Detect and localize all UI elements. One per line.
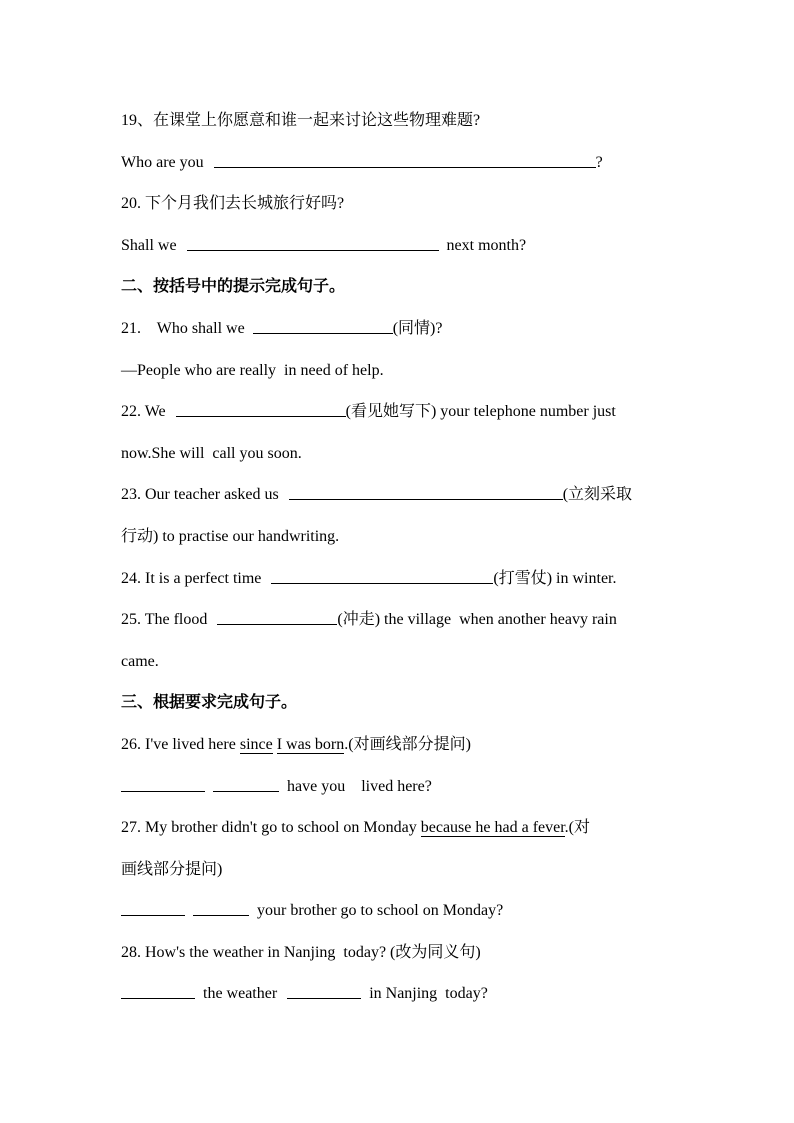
q21-hint: (同情)?: [392, 319, 443, 337]
q22-line2: now.She will call you soon.: [121, 444, 302, 462]
q28-mid: the weather: [203, 985, 278, 1003]
q27-suffix: .(对: [564, 819, 591, 837]
section-3-title: [121, 682, 677, 724]
q27-line2: 画线部分提问): [121, 860, 223, 878]
q20-answer-prefix: Shall we: [121, 236, 177, 254]
q26-underlined-clause: I was born: [276, 735, 345, 753]
q26-answer-line: [121, 766, 677, 808]
q21-prefix: 21. Who shall we: [121, 319, 245, 337]
q26-blank-1[interactable]: [121, 790, 205, 792]
q20-answer-suffix: next month?: [446, 236, 527, 254]
q25-line-2: [121, 641, 677, 683]
q25-blank[interactable]: [217, 623, 337, 625]
q19-prompt-text: 19、在课堂上你愿意和谁一起来讨论这些物理难题?: [121, 112, 481, 129]
q23-suffix: (立刻采取: [562, 486, 633, 504]
q22-prefix: 22. We: [121, 403, 166, 421]
q19-blank[interactable]: [214, 166, 596, 168]
q27-answer-line: [121, 890, 677, 932]
q25-prefix: 25. The flood: [121, 611, 208, 629]
q20-prompt: [121, 183, 677, 225]
q22-line-2: [121, 433, 677, 475]
q27-answer: your brother go to school on Monday?: [257, 902, 504, 920]
q23-line2: 行动) to practise our handwriting.: [121, 527, 340, 545]
q20-answer-line: [121, 225, 677, 267]
q25-line: [121, 599, 677, 641]
q20-prompt-text: 20. 下个月我们去长城旅行好吗?: [121, 195, 345, 213]
q20-blank[interactable]: [187, 249, 439, 251]
q24-blank[interactable]: [271, 582, 493, 584]
q27-blank-1[interactable]: [121, 914, 185, 916]
q28-blank-1[interactable]: [121, 997, 195, 999]
q24-line: [121, 558, 677, 600]
q22-line: [121, 391, 677, 433]
q27-blank-2[interactable]: [193, 914, 249, 916]
q27-underlined-reason: because he had a fever: [420, 819, 565, 837]
section-2-title-text: 二、按括号中的提示完成句子。: [121, 278, 346, 296]
q21-line: [121, 308, 677, 350]
q23-line: [121, 474, 677, 516]
q27-line: [121, 807, 677, 849]
worksheet-content: [121, 100, 677, 1015]
q28-answer-line: [121, 973, 677, 1015]
q24-prefix: 24. It is a perfect time: [121, 569, 262, 587]
q23-blank[interactable]: [289, 498, 563, 500]
q19-answer-line: [121, 142, 677, 184]
q26-prefix: 26. I've lived here: [121, 735, 240, 753]
q27-line-2: [121, 849, 677, 891]
q25-suffix: (冲走) the village when another heavy rain: [337, 611, 617, 629]
q28-line: [121, 932, 677, 974]
q28-prompt: 28. How's the weather in Nanjing today? (改为同义句): [121, 943, 481, 961]
q21-response-line: [121, 350, 677, 392]
q27-prefix: 27. My brother didn't go to school on Monday: [121, 819, 421, 837]
q23-line-2: [121, 516, 677, 558]
q26-line: [121, 724, 677, 766]
q23-prefix: 23. Our teacher asked us: [121, 486, 279, 504]
q26-suffix: .(对画线部分提问): [344, 735, 471, 753]
q22-suffix: (看见她写下) your telephone number just: [345, 403, 616, 421]
section-3-title-text: 三、根据要求完成句子。: [121, 694, 298, 712]
q22-blank[interactable]: [176, 415, 346, 417]
q19-prompt: [121, 100, 677, 142]
q28-blank-2[interactable]: [287, 997, 361, 999]
q25-line2: came.: [121, 652, 159, 670]
q26-underlined-since: since: [239, 735, 273, 753]
q21-response: —People who are really in need of help.: [121, 361, 384, 379]
q24-suffix: (打雪仗) in winter.: [493, 569, 617, 587]
q19-answer-suffix: ?: [595, 153, 603, 171]
q21-blank[interactable]: [253, 332, 393, 334]
section-2-title: [121, 266, 677, 308]
q19-answer-prefix: Who are you: [121, 153, 204, 171]
q26-answer: have you lived here?: [287, 777, 432, 795]
q28-end: in Nanjing today?: [369, 985, 488, 1003]
q26-blank-2[interactable]: [213, 790, 279, 792]
